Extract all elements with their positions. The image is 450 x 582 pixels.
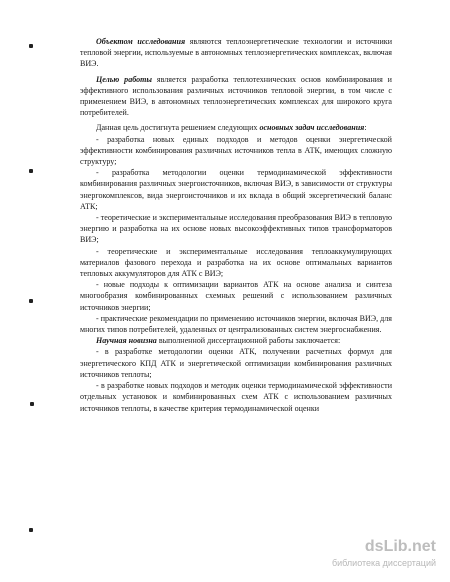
watermark-logo: dsLib.net bbox=[364, 538, 436, 555]
task-item: - теоретические и экспериментальные исследования теплоаккумулирующих материалов фазового перехода и разработка на их основе оптимальных вариантов тепловых аккумуляторов для АТК с ВИЭ; bbox=[80, 246, 392, 279]
paragraph-goal bbox=[80, 74, 392, 119]
novelty-item: - в разработке методологии оценки АТК, получении расчетных формул для энергетического КПД АТК и энергетической оптимизации комбинирования различных источников теплоты; bbox=[80, 347, 392, 379]
term-goal: Целью работы bbox=[96, 74, 153, 84]
paragraph-text: является разработка теплотехнических основ комбинирования и эффективного использования различных источников тепловой энергии, в том числе с применением ВИЭ, в автономных теплоэнергетических комплексах для широкого круга потребителей. bbox=[80, 74, 392, 118]
task-item: - разработка новых единых подходов и методов оценки энергетической эффективности комбинирования различных источников тепла в АТК, имеющих сложную структуру; bbox=[80, 134, 392, 167]
watermark-subtitle: библиотека диссертаций bbox=[331, 558, 436, 568]
dslib-watermark bbox=[324, 538, 436, 572]
paragraph-tasks-intro bbox=[80, 122, 392, 133]
scan-speck bbox=[29, 299, 33, 303]
task-item: - практические рекомендации по применению источников энергии, включая ВИЭ, для многих типов потребителей, удаленных от централизованных систем энергоснабжения. bbox=[80, 313, 392, 335]
term-novelty: Научная новизна bbox=[96, 336, 157, 346]
scan-speck bbox=[29, 528, 33, 532]
task-item: - теоретические и экспериментальные исследования преобразования ВИЭ в тепловую энергию и разработка на их основе новых высокоэффективных типов трансформаторов ВИЭ; bbox=[80, 213, 392, 245]
scan-speck bbox=[29, 44, 33, 48]
scan-speck bbox=[29, 169, 33, 173]
paragraph-text: : bbox=[364, 123, 367, 133]
novelty-item: - в разработке новых подходов и методик оценки термодинамической эффективности отдельных установок и комбинированных схем АТК с использованием различных источников теплоты, в качестве критерия термодинамической оценки bbox=[80, 381, 392, 413]
paragraph-novelty bbox=[80, 335, 392, 346]
paragraph-text: Данная цель достигнута решением следующих bbox=[96, 123, 260, 133]
task-item: - новые подходы к оптимизации вариантов АТК на основе анализа и синтеза многообразия комбинированных схемных решений с использованием различных источников энергии; bbox=[80, 280, 392, 312]
term-object: Объектом исследования bbox=[96, 37, 186, 46]
scan-speck bbox=[30, 402, 34, 406]
document-body bbox=[80, 36, 392, 414]
task-item: - разработка методологии оценки термодинамической эффективности комбинирования различных энергоисточников, включая ВИЭ, в зависимости от структуры энергокомплексов, вида энергоисточников и их вклада в общий эксергетический баланс АТК; bbox=[80, 168, 392, 211]
paragraph-object bbox=[80, 36, 392, 70]
paragraph-text: выполненной диссертационной работы заключается: bbox=[156, 336, 341, 346]
term-tasks: основных задач исследования bbox=[259, 123, 365, 133]
paragraph-text: являются теплоэнергетические технологии и источники тепловой энергии, используемые в автономных теплоэнергетических комплексах, включая ВИЭ. bbox=[80, 37, 393, 69]
